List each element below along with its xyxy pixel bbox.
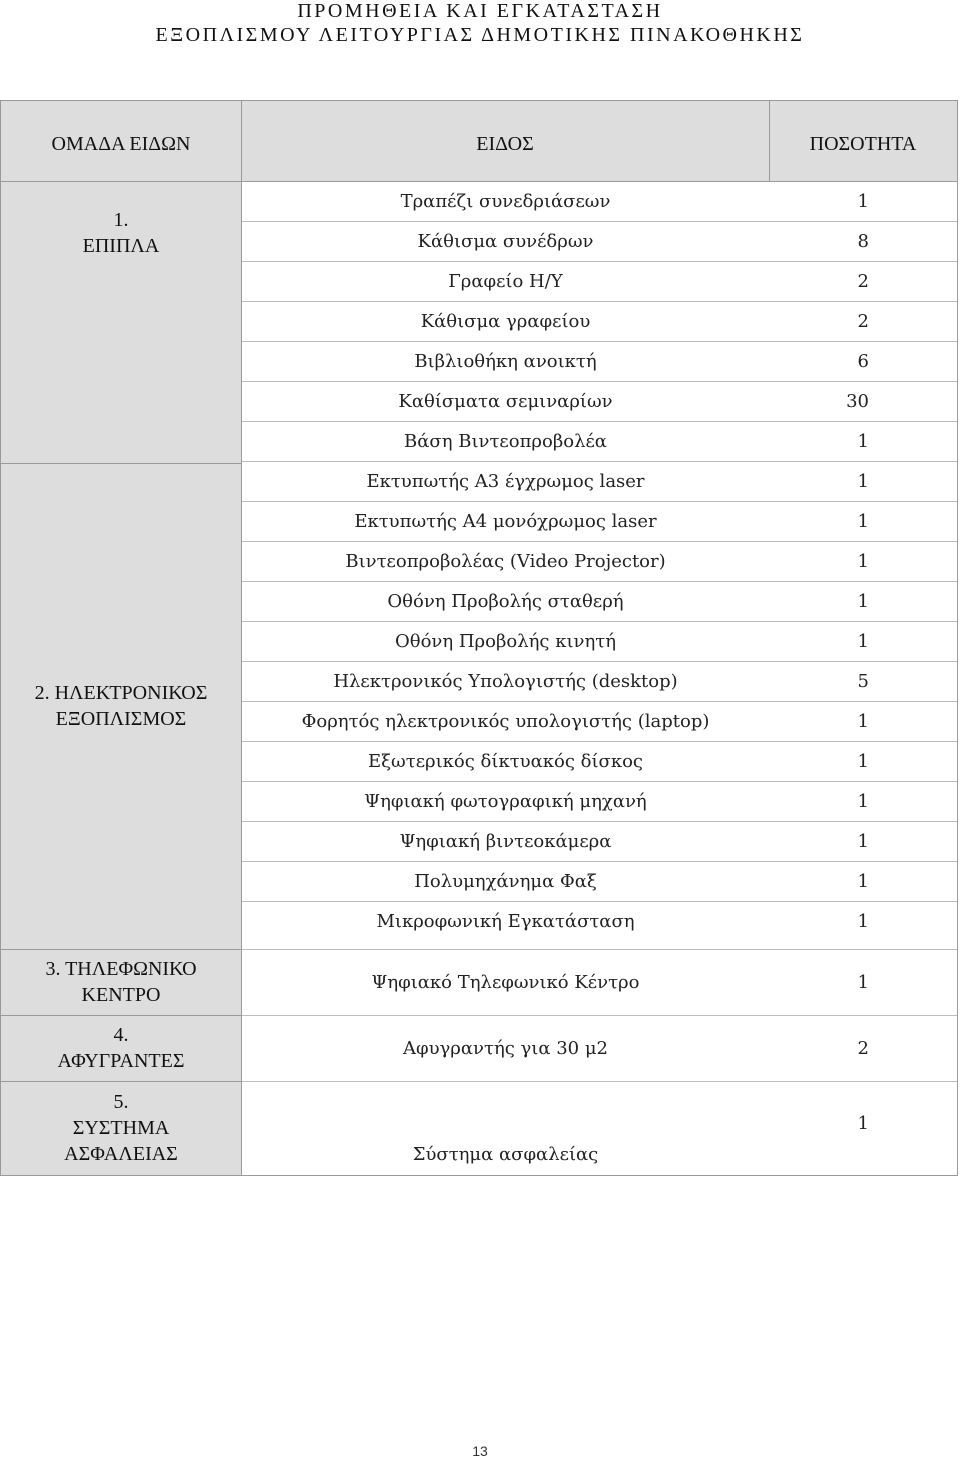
header-quantity-cell: [769, 101, 957, 181]
row-divider: [242, 949, 957, 950]
row-divider: [242, 741, 957, 742]
page-number: 13: [472, 1443, 488, 1459]
item-name: Βιβλιοθήκη ανοικτή: [414, 350, 597, 372]
item-name: Ψηφιακό Τηλεφωνικό Κέντρο: [371, 971, 640, 993]
item-quantity: 1: [857, 910, 869, 932]
row-divider: [1, 949, 241, 950]
item-name: Ηλεκτρονικός Υπολογιστής (desktop): [333, 670, 678, 692]
item-name: Κάθισμα συνέδρων: [417, 230, 594, 252]
item-quantity: 30: [846, 390, 869, 412]
row-divider: [242, 301, 957, 302]
group-label-electronics: 2. ΗΛΕΚΤΡΟΝΙΚΟΣ ΕΞΟΠΛΙΣΜΟΣ: [11, 673, 231, 739]
item-name: Βάση Βιντεοπροβολέα: [404, 430, 607, 452]
item-name: Εκτυπωτής Α4 μονόχρωμος laser: [354, 510, 657, 532]
item-name: Καθίσματα σεμιναρίων: [398, 390, 613, 412]
item-name: Κάθισμα γραφείου: [420, 310, 591, 332]
header-group-label: ΟΜΑΔΑ ΕΙΔΩΝ: [11, 125, 231, 163]
row-divider: [242, 221, 957, 222]
row-divider: [242, 781, 957, 782]
group-label-dehumidifiers: 4. ΑΦΥΓΡΑΝΤΕΣ: [11, 1019, 231, 1077]
row-divider: [242, 1081, 957, 1082]
item-name: Βιντεοπροβολέας (Video Projector): [345, 550, 666, 572]
row-divider: [242, 621, 957, 622]
row-divider: [242, 341, 957, 342]
item-quantity: 2: [857, 1037, 869, 1059]
row-divider: [242, 461, 957, 462]
item-name: Ψηφιακή φωτογραφική μηχανή: [364, 790, 647, 812]
item-name: Εκτυπωτής Α3 έγχρωμος laser: [366, 470, 645, 492]
item-quantity: 1: [857, 830, 869, 852]
item-name: Φορητός ηλεκτρονικός υπολογιστής (laptop): [301, 710, 710, 732]
group-cell-electronics: [1, 463, 241, 949]
row-divider: [242, 701, 957, 702]
item-name: Οθόνη Προβολής σταθερή: [387, 590, 624, 612]
group-cell-security: [1, 1081, 241, 1175]
header-item-cell: [241, 101, 769, 181]
equipment-table: [0, 100, 958, 1176]
document-title-line-2: ΕΞΟΠΛΙΣΜΟΥ ΛΕΙΤΟΥΡΓΙΑΣ ΔΗΜΟΤΙΚΗΣ ΠΙΝΑΚΟΘΗΚΗΣ: [155, 24, 805, 46]
item-quantity: 1: [857, 590, 869, 612]
row-divider: [242, 581, 957, 582]
row-divider: [1, 181, 957, 182]
item-quantity: 1: [857, 750, 869, 772]
row-divider: [242, 861, 957, 862]
item-quantity: 2: [857, 270, 869, 292]
item-name: Μικροφωνική Εγκατάσταση: [376, 910, 635, 932]
item-quantity: 1: [857, 790, 869, 812]
row-divider: [242, 381, 957, 382]
item-quantity: 1: [857, 870, 869, 892]
row-divider: [1, 463, 241, 464]
group-cell-furniture: [1, 181, 241, 463]
group-label-security: 5. ΣΥΣΤΗΜΑ ΑΣΦΑΛΕΙΑΣ: [11, 1085, 231, 1171]
group-cell-dehumidifiers: [1, 1015, 241, 1081]
item-name: Σύστημα ασφαλείας: [412, 1144, 599, 1165]
document-title-line-1: ΠΡΟΜΗΘΕΙΑ ΚΑΙ ΕΓΚΑΤΑΣΤΑΣΗ: [297, 0, 663, 22]
row-divider: [242, 261, 957, 262]
column-divider: [769, 101, 770, 181]
item-quantity: 2: [857, 310, 869, 332]
item-quantity: 1: [857, 510, 869, 532]
item-name: Εξωτερικός δίκτυακός δίσκος: [368, 750, 643, 772]
row-divider: [242, 661, 957, 662]
item-name: Γραφείο Η/Υ: [448, 270, 563, 292]
item-name: Οθόνη Προβολής κινητή: [394, 630, 616, 652]
row-divider: [1, 1015, 241, 1016]
group-label-telephone: 3. ΤΗΛΕΦΩΝΙΚΟ ΚΕΝΤΡΟ: [11, 953, 231, 1011]
header-group-cell: [1, 101, 241, 181]
item-name: Αφυγραντής για 30 μ2: [403, 1037, 608, 1059]
header-quantity-label: ΠΟΣΟΤΗΤΑ: [779, 125, 947, 163]
group-label-furniture: 1. ΕΠΙΠΛΑ: [11, 207, 231, 435]
item-quantity: 5: [857, 670, 869, 692]
row-divider: [242, 1015, 957, 1016]
item-quantity: 1: [857, 190, 869, 212]
row-divider: [242, 541, 957, 542]
item-quantity: 1: [857, 971, 869, 993]
item-quantity: 1: [857, 1113, 869, 1134]
column-divider: [241, 101, 242, 1175]
item-quantity: 8: [857, 230, 869, 252]
item-name: Ψηφιακή βιντεοκάμερα: [399, 830, 612, 852]
item-name: Τραπέζι συνεδριάσεων: [400, 190, 611, 212]
item-name: Πολυμηχάνημα Φαξ: [414, 870, 597, 892]
header-item-label: ΕΙΔΟΣ: [251, 125, 759, 163]
item-quantity: 1: [857, 630, 869, 652]
row-divider: [242, 821, 957, 822]
row-divider: [242, 421, 957, 422]
group-cell-telephone: [1, 949, 241, 1015]
row-divider: [242, 501, 957, 502]
item-quantity: 6: [857, 350, 869, 372]
item-quantity: 1: [857, 430, 869, 452]
row-divider: [1, 1081, 241, 1082]
item-quantity: 1: [857, 710, 869, 732]
item-quantity: 1: [857, 550, 869, 572]
row-divider: [242, 901, 957, 902]
item-quantity: 1: [857, 470, 869, 492]
